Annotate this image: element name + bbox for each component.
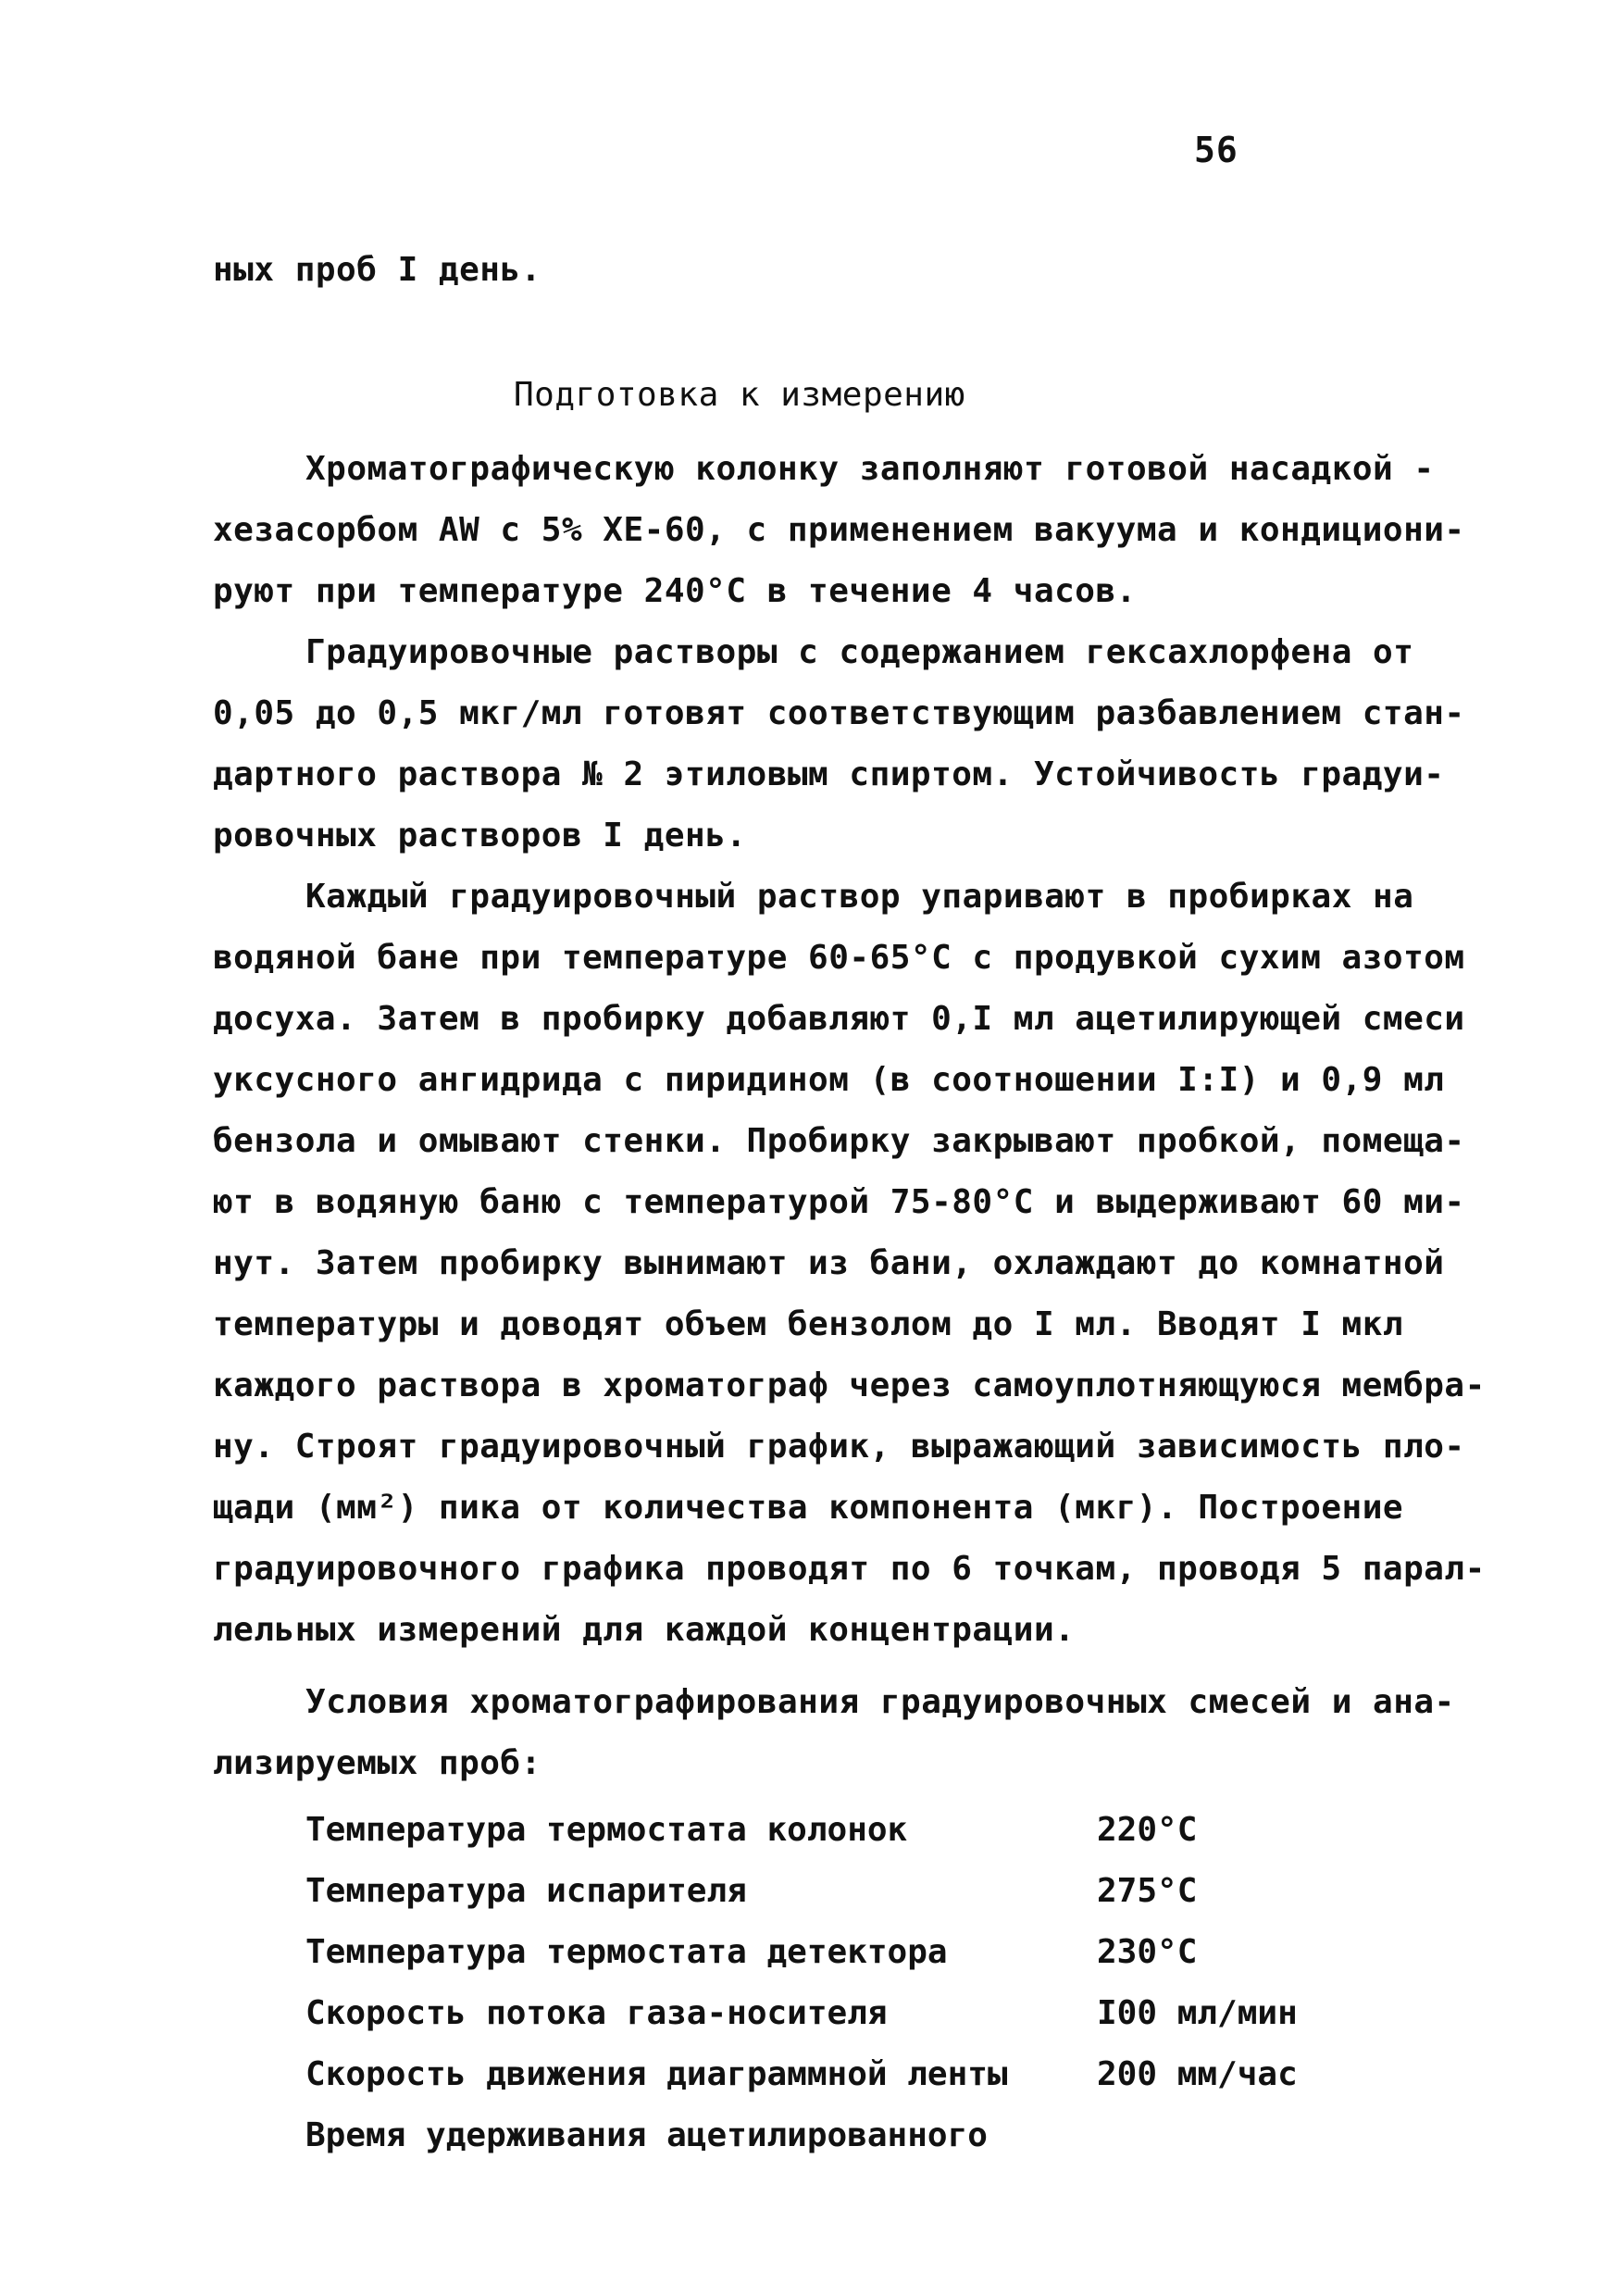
paragraph-1-line-2: хезасорбом AW с 5% XE-60, с применением вакуума и кондициони- bbox=[213, 511, 1465, 549]
paragraph-3-line-9: каждого раствора в хроматограф через самоуплотняющуюся мембра- bbox=[213, 1366, 1486, 1404]
paragraph-3-line-5: бензола и омывают стенки. Пробирку закрывают пробкой, помеща- bbox=[213, 1122, 1465, 1160]
section-heading: Подготовка к измерению bbox=[514, 376, 965, 414]
paragraph-3-line-10: ну. Строят градуировочный график, выражающий зависимость пло- bbox=[213, 1428, 1465, 1466]
paragraph-4-line-1: Условия хроматографирования градуировочных смесей и ана- bbox=[305, 1683, 1455, 1721]
intro-line: ных проб I день. bbox=[213, 251, 541, 289]
condition-value-column-temp: 220°С bbox=[1097, 1811, 1198, 1849]
paragraph-3-line-12: градуировочного графика проводят по 6 точкам, проводя 5 парал- bbox=[213, 1550, 1486, 1588]
paragraph-3-line-2: водяной бане при температуре 60-65°С с продувкой сухим азотом bbox=[213, 939, 1465, 977]
paragraph-3-line-8: температуры и доводят объем бензолом до I мл. Вводят I мкл bbox=[213, 1305, 1404, 1343]
condition-label-retention-time: Время удерживания ацетилированного bbox=[305, 2116, 988, 2154]
condition-value-evaporator-temp: 275°С bbox=[1097, 1872, 1198, 1910]
condition-value-detector-temp: 230°С bbox=[1097, 1933, 1198, 1971]
paragraph-3-line-7: нут. Затем пробирку вынимают из бани, охлаждают до комнатной bbox=[213, 1244, 1445, 1282]
condition-value-carrier-gas-flow: I00 мл/мин bbox=[1097, 1994, 1298, 2032]
condition-label-detector-temp: Температура термостата детектора bbox=[305, 1933, 948, 1971]
paragraph-3-line-6: ют в водяную баню с температурой 75-80°С и выдерживают 60 ми- bbox=[213, 1183, 1465, 1221]
page-number: 56 bbox=[1194, 130, 1238, 170]
paragraph-1-line-3: руют при температуре 240°С в течение 4 часов. bbox=[213, 572, 1137, 610]
paragraph-1-line-1: Хроматографическую колонку заполняют готовой насадкой - bbox=[305, 450, 1435, 488]
condition-label-carrier-gas-flow: Скорость потока газа-носителя bbox=[305, 1994, 888, 2032]
paragraph-3-line-13: лельных измерений для каждой концентрации. bbox=[213, 1611, 1076, 1649]
condition-label-chart-speed: Скорость движения диаграммной ленты bbox=[305, 2055, 1008, 2093]
paragraph-2-line-2: 0,05 до 0,5 мкг/мл готовят соответствующим разбавлением стан- bbox=[213, 694, 1465, 732]
paragraph-3-line-3: досуха. Затем в пробирку добавляют 0,I мл ацетилирующей смеси bbox=[213, 1000, 1465, 1038]
condition-value-chart-speed: 200 мм/час bbox=[1097, 2055, 1298, 2093]
condition-label-evaporator-temp: Температура испарителя bbox=[305, 1872, 747, 1910]
paragraph-2-line-4: ровочных растворов I день. bbox=[213, 817, 747, 855]
paragraph-2-line-3: дартного раствора № 2 этиловым спиртом. Устойчивость градуи- bbox=[213, 755, 1445, 793]
paragraph-3-line-11: щади (мм²) пика от количества компонента (мкг). Построение bbox=[213, 1489, 1404, 1527]
paragraph-2-line-1: Градуировочные растворы с содержанием гексахлорфена от bbox=[305, 633, 1414, 671]
condition-label-column-temp: Температура термостата колонок bbox=[305, 1811, 908, 1849]
paragraph-4-line-2: лизируемых проб: bbox=[213, 1744, 541, 1782]
paragraph-3-line-1: Каждый градуировочный раствор упаривают в пробирках на bbox=[305, 878, 1414, 916]
paragraph-3-line-4: уксусного ангидрида с пиридином (в соотношении I:I) и 0,9 мл bbox=[213, 1061, 1445, 1099]
